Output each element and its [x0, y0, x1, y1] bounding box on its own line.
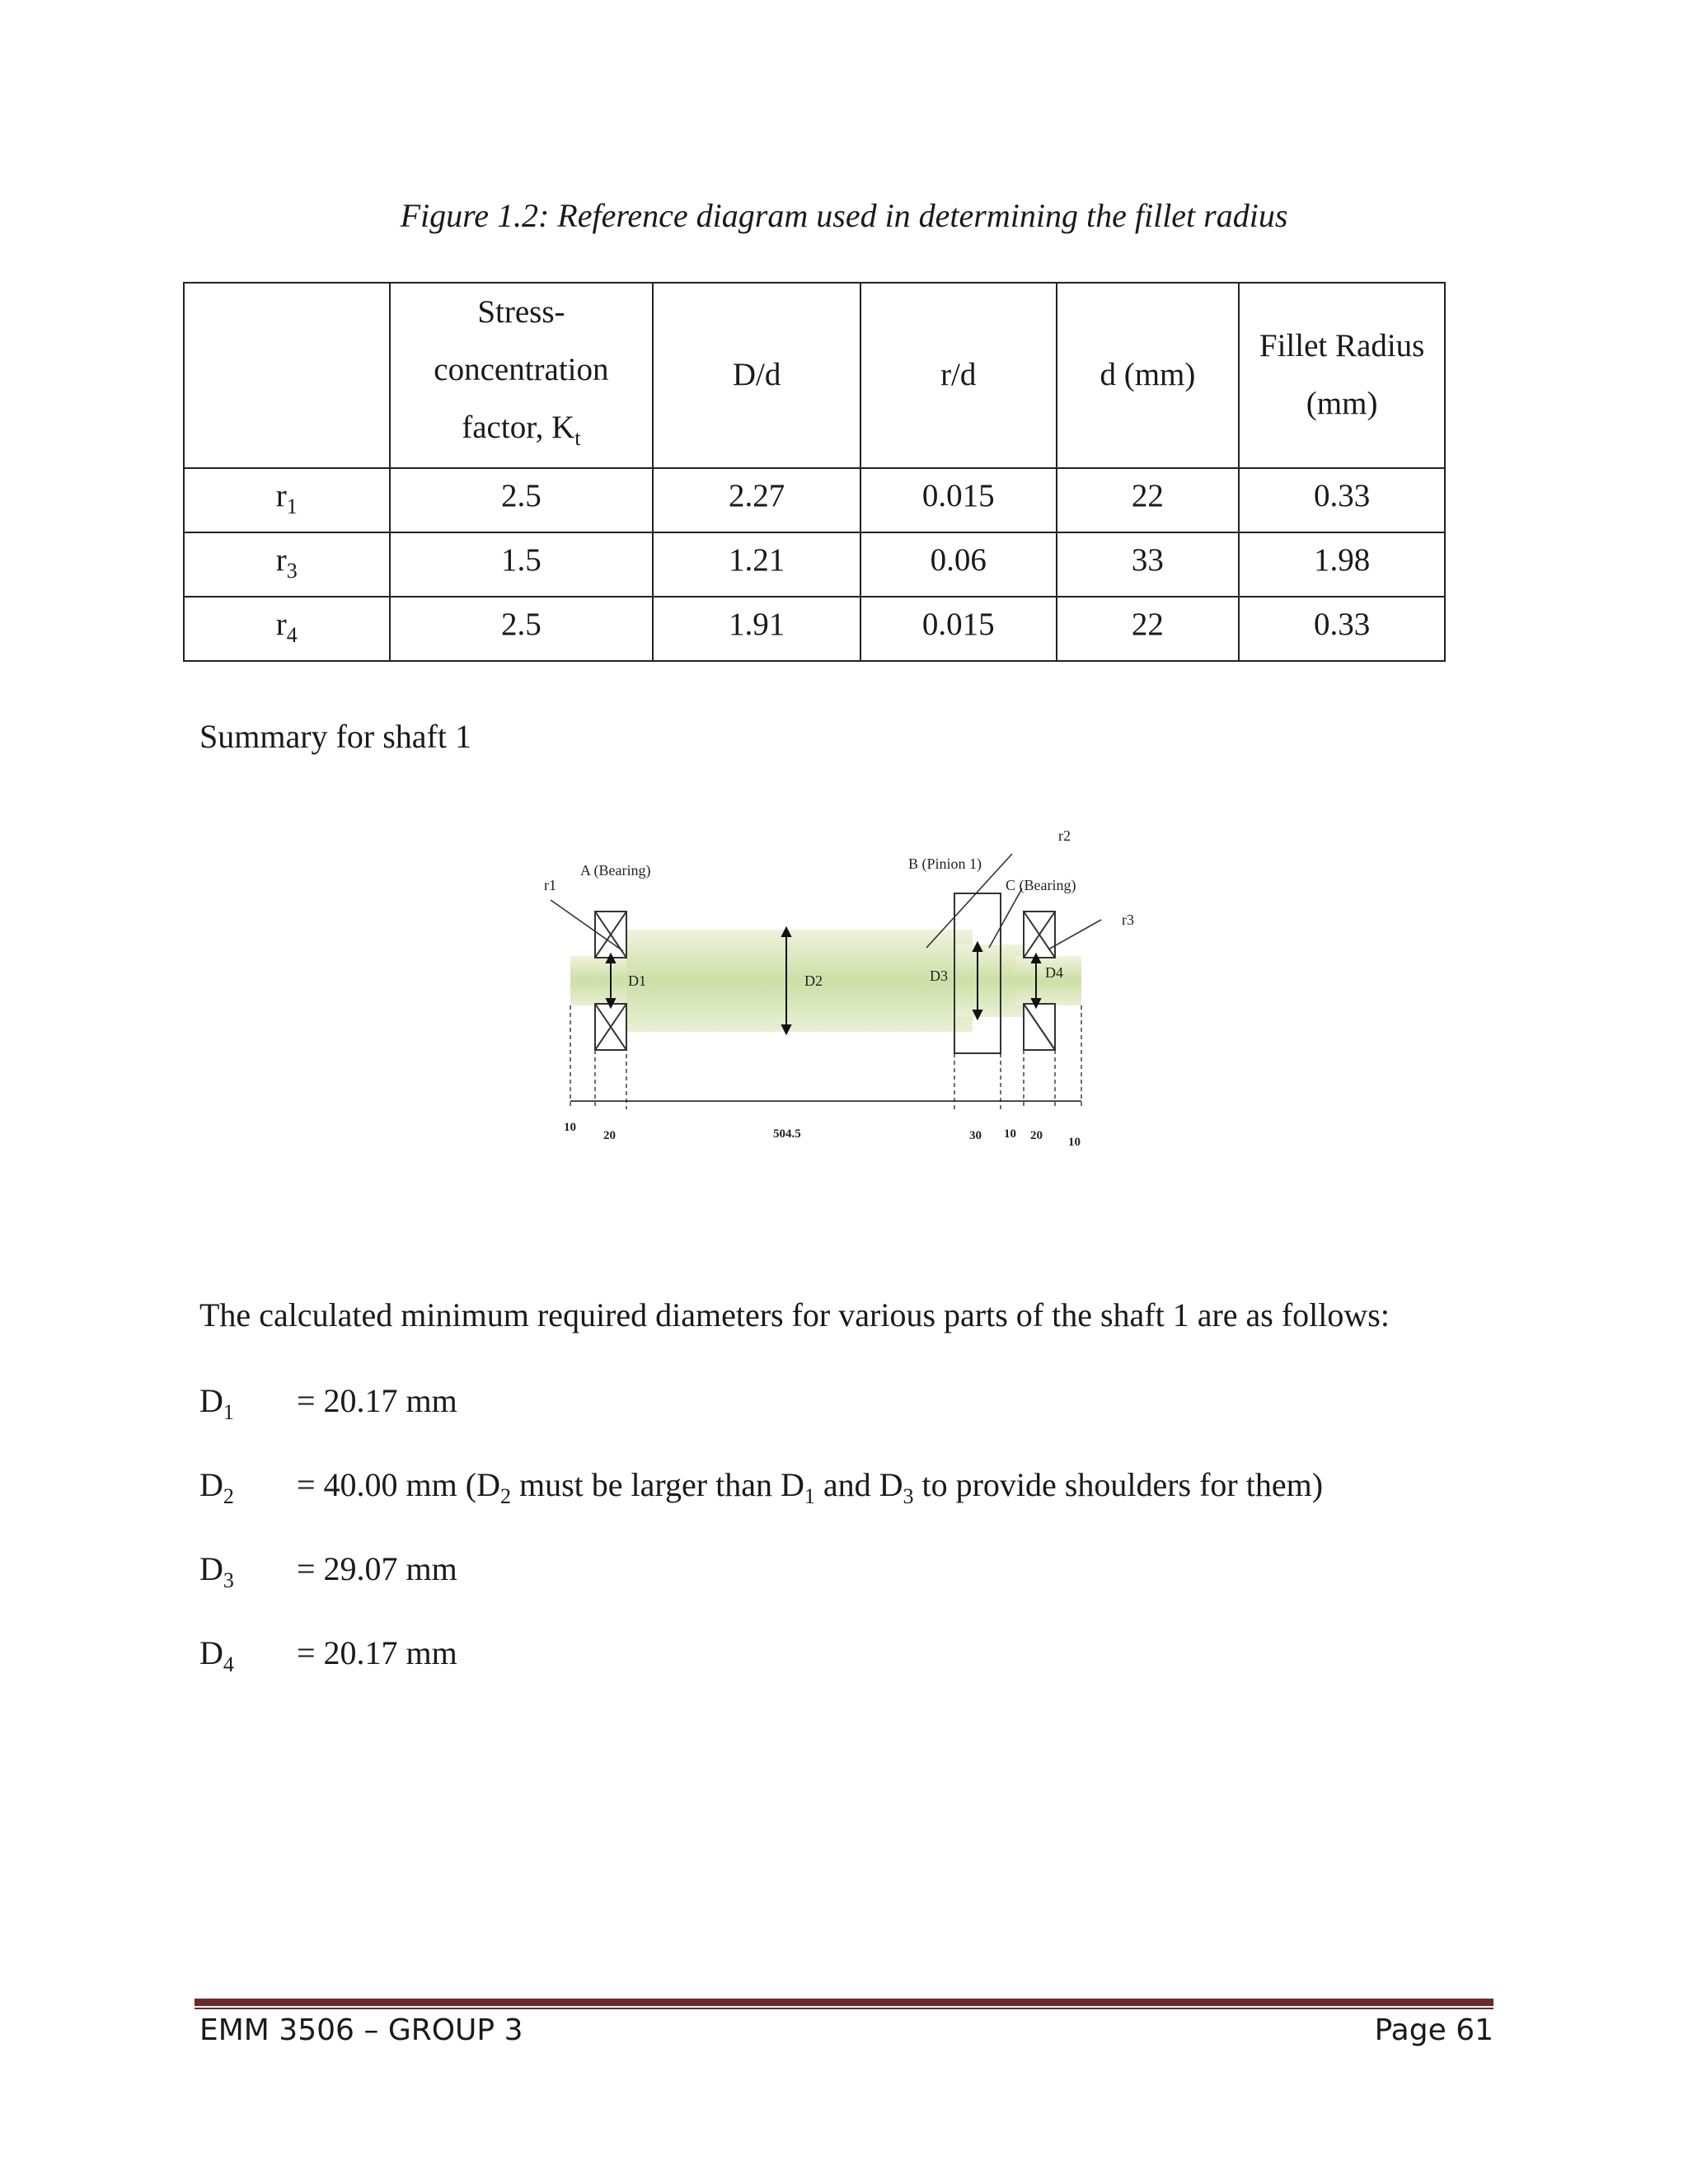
figure-caption: Figure 1.2: Reference diagram used in determining the fillet radius [400, 197, 1288, 234]
dim-10-mid: 10 [1004, 1127, 1016, 1141]
cell-rd: 0.015 [860, 597, 1057, 661]
result-value-D2: = 40.00 mm ($D_2$ must be larger than $D_1$ and $D_3$ to provide shoulders for them) [297, 1466, 1324, 1508]
dim-20-left: 20 [603, 1129, 616, 1142]
cell-radius: 0.33 [1239, 597, 1445, 661]
cell-d: 22 [1057, 468, 1240, 532]
header-kt: Stress- concentration factor, $K_t$ [390, 283, 654, 468]
label-r1: r1 [544, 877, 556, 893]
cell-rd: 0.015 [860, 468, 1057, 532]
table-row [184, 468, 1445, 532]
cell-radius: 0.33 [1239, 468, 1445, 532]
dim-504-5: 504.5 [773, 1127, 801, 1141]
footer-course: EMM 3506 – GROUP 3 [199, 2013, 523, 2047]
result-label-D3: $D_3$ [199, 1550, 234, 1592]
result-value-D1: = 20.17 mm [297, 1382, 457, 1419]
label-r2: r2 [1058, 827, 1071, 844]
cell-Dd: 1.21 [653, 532, 860, 597]
result-value-D4: = 20.17 mm [297, 1634, 457, 1671]
cell-kt: 1.5 [390, 532, 654, 597]
footer-rule [195, 1999, 1493, 2010]
table-row [184, 532, 1445, 597]
result-label-D4: $D_4$ [199, 1634, 234, 1676]
cell-Dd: 2.27 [653, 468, 860, 532]
dim-10-right: 10 [1068, 1136, 1081, 1149]
cell-radius: 1.98 [1239, 532, 1445, 597]
summary-heading: Summary for shaft 1 [199, 718, 471, 755]
shaft-middle [626, 930, 973, 1032]
cell-Dd: 1.91 [653, 597, 860, 661]
dim-10-left: 10 [564, 1121, 576, 1134]
header-Dd: D/d [653, 283, 860, 468]
label-pinion-b: B (Pinion 1) [908, 855, 982, 872]
table-row [184, 597, 1445, 661]
label-D4: D4 [1045, 964, 1063, 981]
row-label: $r_1$ [184, 468, 390, 532]
header-rd: r/d [860, 283, 1057, 468]
cell-d: 22 [1057, 597, 1240, 661]
row-label: $r_3$ [184, 532, 390, 597]
result-label-D1: $D_1$ [199, 1382, 234, 1424]
cell-kt: 2.5 [390, 468, 654, 532]
cell-d: 33 [1057, 532, 1240, 597]
shaft-diagram [511, 816, 1137, 1162]
intro-paragraph: The calculated minimum required diameters for various parts of the shaft 1 are as follows: [199, 1296, 1390, 1333]
label-D1: D1 [628, 972, 646, 989]
result-label-D2: $D_2$ [199, 1466, 234, 1508]
header-blank [184, 283, 390, 468]
row-label: $r_4$ [184, 597, 390, 661]
dim-30: 30 [969, 1129, 982, 1142]
label-D3: D3 [930, 968, 948, 984]
cell-rd: 0.06 [860, 532, 1057, 597]
header-radius: Fillet Radius (mm) [1239, 283, 1445, 468]
label-r3: r3 [1122, 912, 1134, 928]
label-bearing-c: C (Bearing) [1006, 877, 1076, 893]
table-header-row [184, 283, 1445, 468]
shaft-right-end [1015, 956, 1081, 1005]
label-D2: D2 [804, 972, 823, 989]
label-bearing-a: A (Bearing) [580, 862, 651, 879]
cell-kt: 2.5 [390, 597, 654, 661]
dim-20-right: 20 [1030, 1129, 1043, 1142]
header-d: d (mm) [1057, 283, 1240, 468]
result-value-D3: = 29.07 mm [297, 1550, 457, 1587]
footer-page-number: Page 61 [1374, 2013, 1493, 2047]
fillet-radius-table [183, 282, 1446, 662]
